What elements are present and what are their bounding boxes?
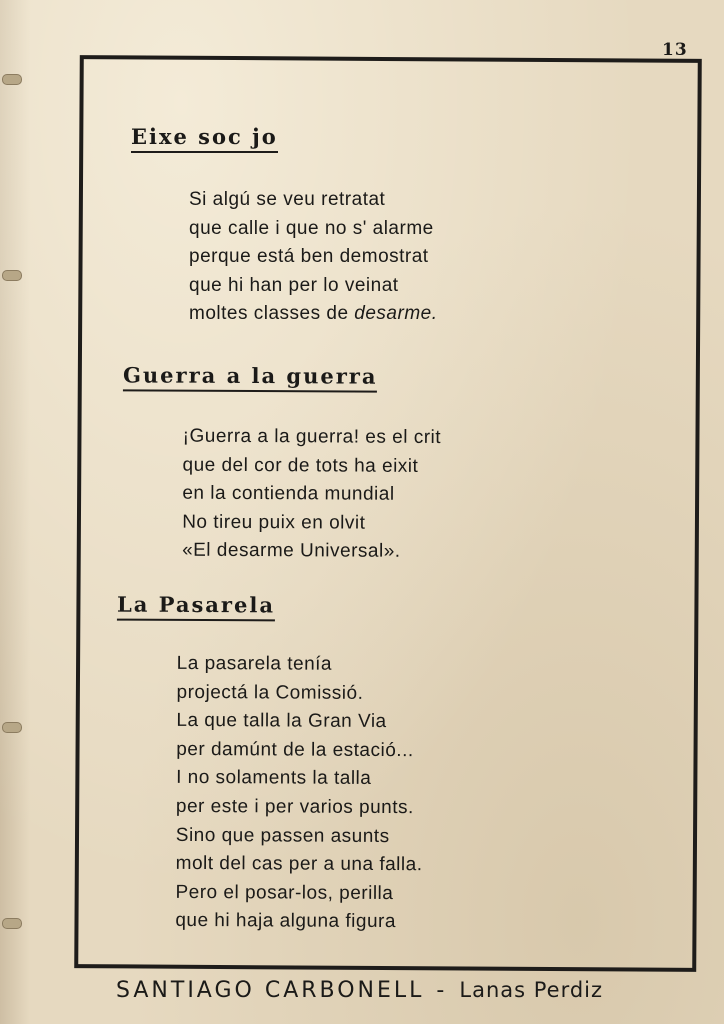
poem-line-italic: desarme. <box>354 303 438 325</box>
poem-section-eixe-soc-jo <box>131 124 438 325</box>
poem-line: molt del cas per a una falla. <box>175 853 423 876</box>
binding-hole <box>2 74 22 85</box>
binding-hole <box>2 722 22 733</box>
poem-line: Si algú se veu retratat <box>189 189 386 210</box>
poem-line: ¡Guerra a la guerra! es el crit <box>182 425 442 448</box>
poem-body <box>182 423 441 567</box>
poem-section-la-pasarela <box>116 591 423 933</box>
poem-line: Sino que passen asunts <box>175 824 390 847</box>
poem-line: No tireu puix en olvit <box>182 511 366 534</box>
poem-line: per damúnt de la estació... <box>176 738 414 761</box>
poem-line: «El desarme Universal». <box>182 540 401 563</box>
poem-line: que hi haja alguna figura <box>175 910 397 933</box>
footer-advertisement <box>116 978 656 1003</box>
section-title: La Pasarela <box>117 592 275 622</box>
footer-separator: - <box>436 978 448 1003</box>
poem-line: I no solaments la talla <box>176 767 372 790</box>
section-title: Guerra a la guerra <box>123 362 378 392</box>
poem-line: La que talla la Gran Via <box>176 710 387 733</box>
poem-line: que del cor de tots ha eixit <box>182 454 419 477</box>
advertiser-name: SANTIAGO CARBONELL <box>116 978 425 1003</box>
poem-line: que hi han per lo veinat <box>189 274 399 296</box>
poem-line: que calle i que no s' alarme <box>189 217 434 239</box>
poem-line <box>189 300 438 329</box>
product-name: Lanas Perdiz <box>459 978 604 1002</box>
poem-line: projectá la Comissió. <box>176 681 364 704</box>
poem-section-guerra-a-la-guerra <box>122 362 442 563</box>
binding-hole <box>2 270 22 281</box>
poem-body <box>189 186 438 329</box>
poem-line: perque está ben demostrat <box>189 246 429 268</box>
poem-line: per este i per varios punts. <box>175 795 414 819</box>
poem-line: en la contienda mundial <box>182 482 395 505</box>
poem-line-text: moltes classes de <box>189 303 355 325</box>
poem-body <box>175 650 423 937</box>
poem-line: La pasarela tenía <box>176 652 333 675</box>
poem-line: Pero el posar-los, perilla <box>175 881 394 904</box>
page-number: 13 <box>662 40 688 60</box>
binding-hole <box>2 918 22 929</box>
section-title: Eixe soc jo <box>131 124 278 153</box>
